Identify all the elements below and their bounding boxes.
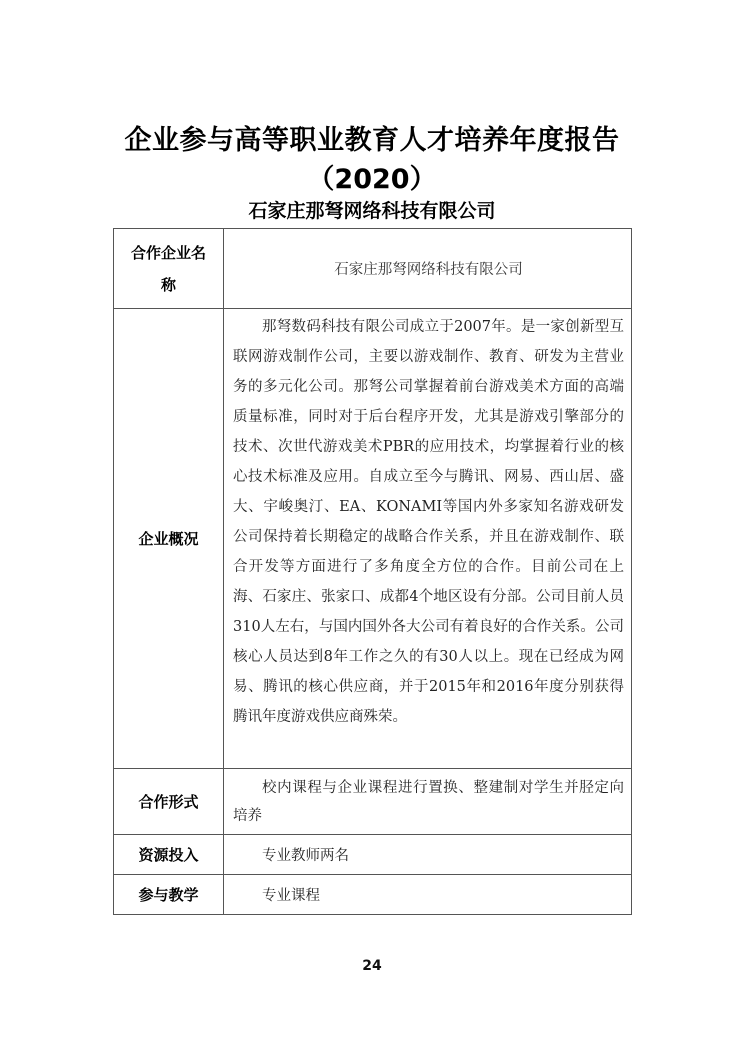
table-row: [114, 229, 632, 309]
company-info-table: [113, 228, 632, 915]
row-label: 资源投入: [114, 835, 224, 875]
row-label: 合作形式: [114, 769, 224, 835]
row-value: 那弩数码科技有限公司成立于2007年。是一家创新型互联网游戏制作公司，主要以游戏制作、教育、研发为主营业务的多元化公司。那弩公司掌握着前台游戏美术方面的高端质量标准，同时对于后台程序开发，尤其是游戏引擎部分的技术、次世代游戏美术PBR的应用技术，均掌握着行业的核心技术标准及应用。自成立至今与腾讯、网易、西山居、盛大、宇峻奥汀、EA、KONAMI等国内外多家知名游戏研发公司保持着长期稳定的战略合作关系，并且在游戏制作、联合开发等方面进行了多角度全方位的合作。目前公司在上海、石家庄、张家口、成都4个地区设有分部。公司目前人员310人左右，与国内国外各大公司有着良好的合作关系。公司核心人员达到8年工作之久的有30人以上。现在已经成为网易、腾讯的核心供应商，并于2015年和2016年度分别获得腾讯年度游戏供应商殊荣。: [224, 309, 632, 769]
table-row: [114, 875, 632, 915]
row-value: 石家庄那弩网络科技有限公司: [224, 229, 632, 309]
table-row: [114, 309, 632, 769]
row-value: 专业课程: [224, 875, 632, 915]
page-number: 24: [362, 958, 382, 974]
row-value: 校内课程与企业课程进行置换、整建制对学生并胫定向培养: [224, 769, 632, 835]
report-title: 企业参与高等职业教育人才培养年度报告: [124, 125, 620, 156]
report-year: （2020）: [307, 164, 437, 195]
company-heading: 石家庄那弩网络科技有限公司: [248, 200, 496, 222]
row-value: 专业教师两名: [224, 835, 632, 875]
row-label: [114, 229, 224, 309]
row-label: 参与教学: [114, 875, 224, 915]
table-row: [114, 769, 632, 835]
row-label-text: 合作企业名称: [130, 243, 206, 294]
table-row: [114, 835, 632, 875]
row-label: 企业概况: [114, 309, 224, 769]
